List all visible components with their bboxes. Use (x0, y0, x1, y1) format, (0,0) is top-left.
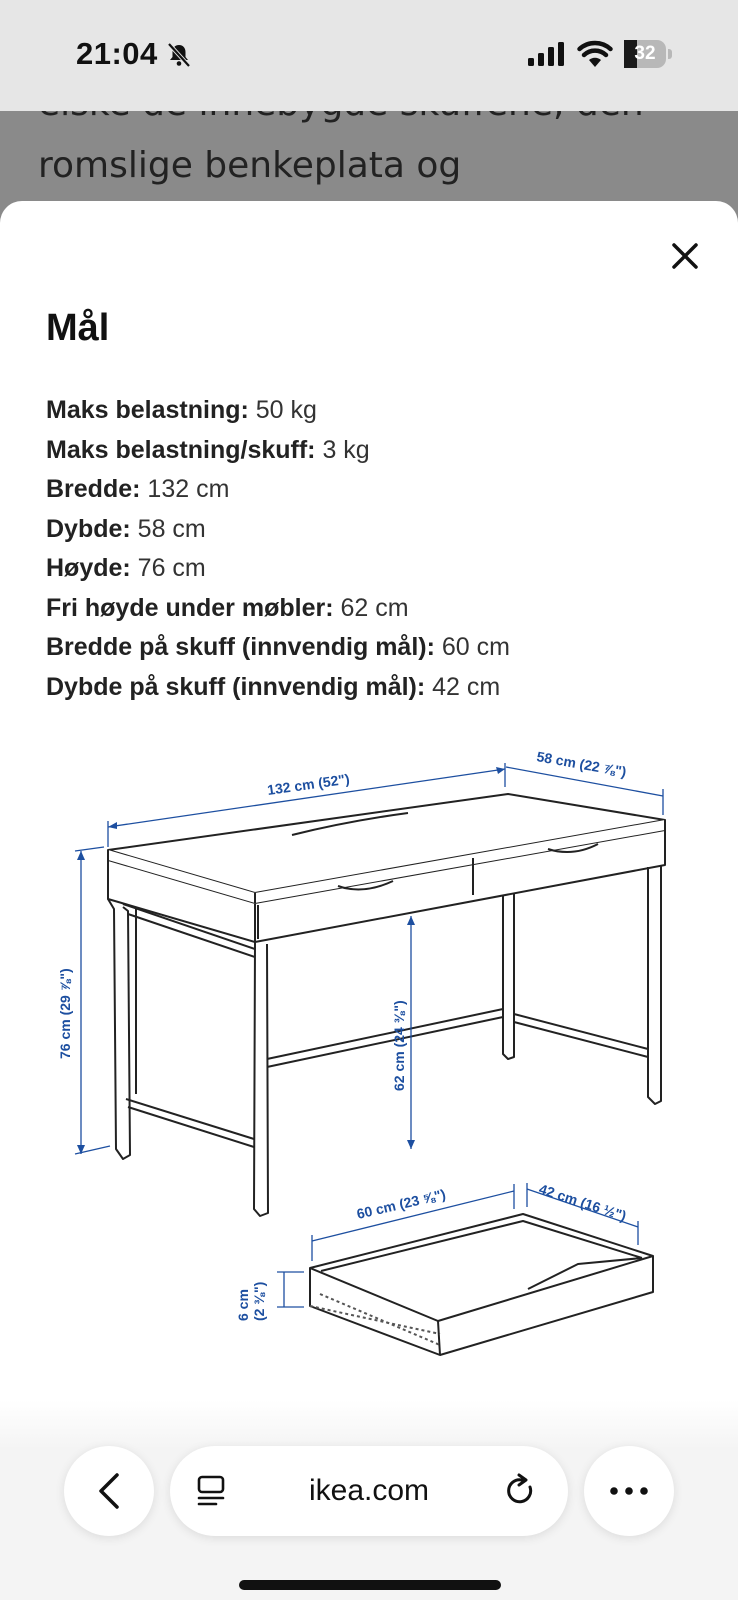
spec-label: Maks belastning/skuff: (46, 435, 316, 464)
home-indicator[interactable] (239, 1580, 501, 1590)
spec-label: Dybde: (46, 514, 131, 543)
close-button[interactable] (662, 233, 708, 279)
width-dimension-label: 132 cm (52") (266, 770, 351, 798)
dimensions-sheet (0, 201, 738, 1600)
silent-bell-icon (164, 40, 194, 70)
desk-dimension-drawing (48, 739, 693, 1384)
spec-label: Høyde: (46, 554, 131, 582)
sheet-title: Mål (46, 307, 110, 349)
spec-value: 62 cm (333, 593, 409, 622)
browser-toolbar (0, 1400, 738, 1600)
spec-label: Bredde: (46, 475, 141, 503)
battery-percentage: 32 (634, 43, 656, 64)
more-icon (609, 1486, 649, 1496)
cellular-signal-icon (528, 42, 566, 66)
url-text[interactable]: ikea.com (308, 1474, 430, 1507)
drawer-depth-dimension-label: 42 cm (16 ½") (537, 1180, 629, 1224)
reload-icon[interactable] (504, 1473, 538, 1509)
spec-value: 42 cm (425, 672, 501, 701)
status-bar (0, 0, 738, 111)
spec-item (46, 628, 510, 668)
spec-item (46, 431, 510, 471)
close-icon (670, 241, 700, 271)
spec-item (46, 391, 510, 431)
status-time: 21:04 (76, 36, 158, 71)
spec-value: 58 cm (130, 514, 206, 543)
spec-item (46, 668, 510, 708)
spec-item (46, 549, 510, 589)
back-button[interactable] (64, 1446, 154, 1536)
spec-list (46, 391, 510, 707)
back-icon (95, 1471, 123, 1511)
more-button[interactable] (584, 1446, 674, 1536)
height-dimension-label: 76 cm (29 ⅞") (57, 968, 73, 1059)
spec-value: 132 cm (140, 475, 230, 503)
spec-value: 3 kg (315, 435, 370, 464)
spec-item (46, 510, 510, 550)
clearance-dimension-label: 62 cm (24 ⅜") (391, 1000, 407, 1091)
spec-label: Bredde på skuff (innvendig mål): (46, 633, 435, 661)
spec-value: 50 kg (248, 396, 317, 424)
spec-item (46, 589, 510, 629)
spec-label: Fri høyde under møbler: (46, 593, 334, 622)
spec-label: Maks belastning: (46, 396, 249, 424)
spec-value: 76 cm (130, 554, 206, 582)
wifi-icon (578, 40, 612, 68)
spec-value: 60 cm (434, 633, 510, 661)
spec-label: Dybde på skuff (innvendig mål): (46, 672, 426, 701)
drawer-height-dimension-label-inch: (2 ⅜") (251, 1281, 267, 1321)
depth-dimension-label: 58 cm (22 ⅞") (535, 748, 628, 780)
battery-icon (624, 40, 672, 68)
drawer-height-dimension-label: 6 cm (235, 1289, 251, 1321)
drawer-width-dimension-label: 60 cm (23 ⅝") (355, 1185, 448, 1222)
background-text-line: romslige benkeplata og (38, 145, 462, 186)
spec-item (46, 470, 510, 510)
address-bar[interactable] (170, 1446, 568, 1536)
